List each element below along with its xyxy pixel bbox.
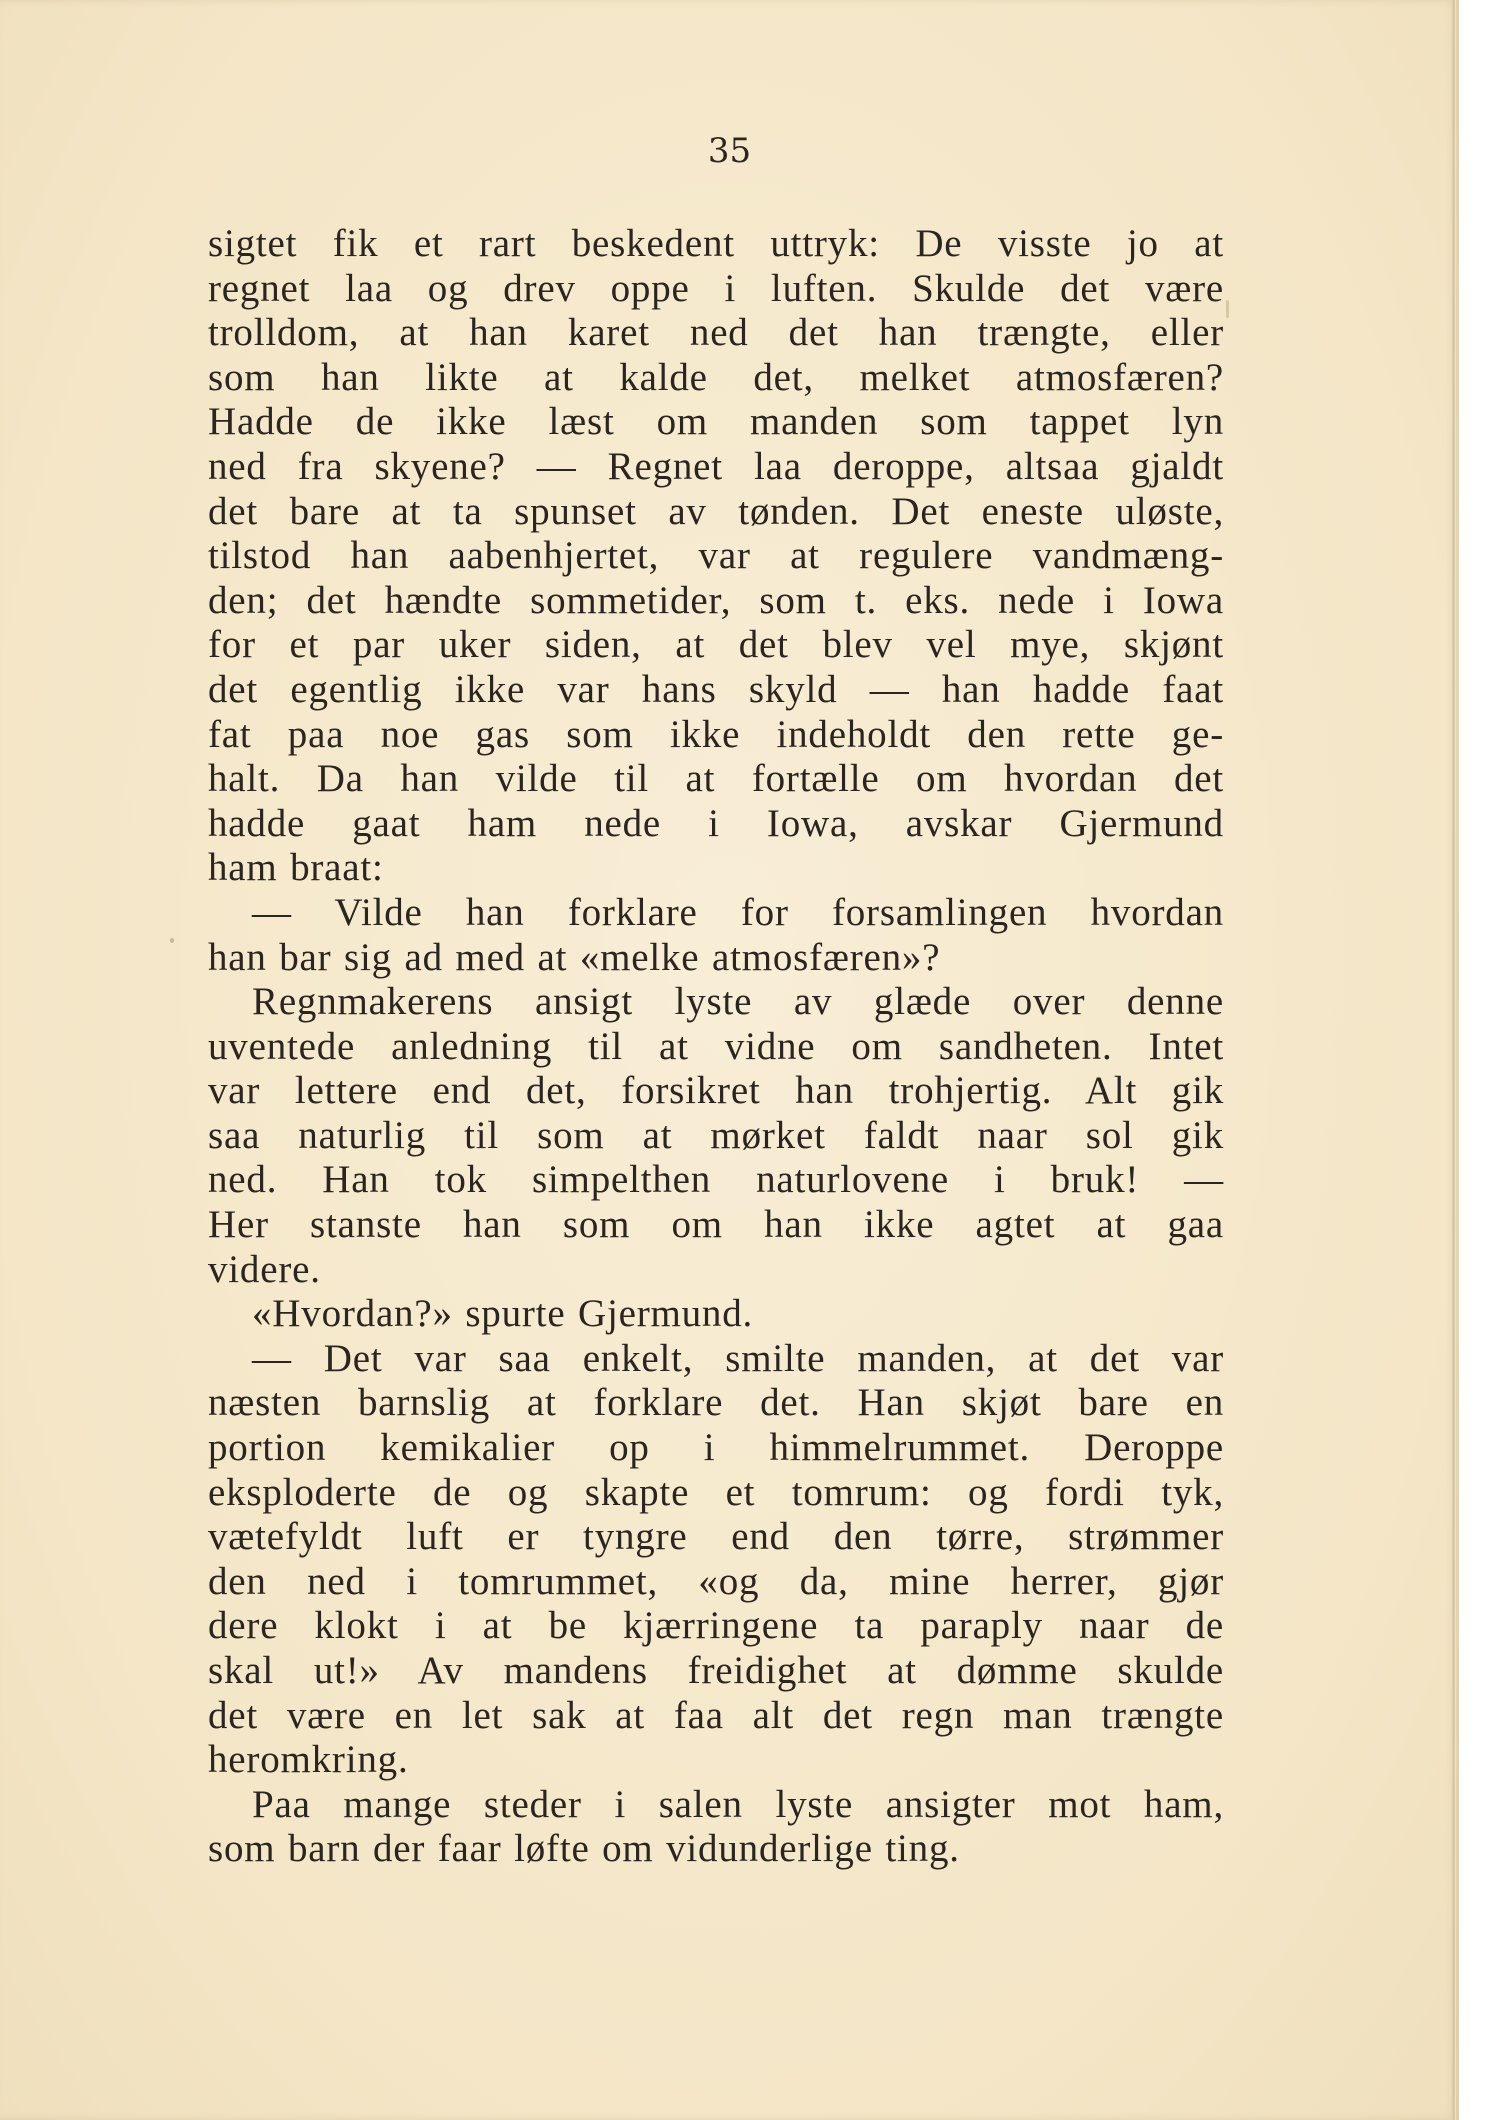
paper-speck — [1226, 300, 1229, 318]
text-line: Regnmakerens ansigt lyste av glæde over denne — [252, 980, 1224, 1024]
text-line: — Det var saa enkelt, smilte manden, at det var — [252, 1336, 1224, 1380]
text-line: hadde gaat ham nede i Iowa, avskar Gjermund — [208, 801, 1224, 845]
text-line: ned fra skyene? — Regnet laa deroppe, altsaa gjaldt — [208, 444, 1224, 488]
text-line: eksploderte de og skapte et tomrum: og fordi tyk, — [208, 1470, 1224, 1514]
text-line: det egentlig ikke var hans skyld — han hadde faat — [208, 667, 1224, 711]
text-line: den ned i tomrummet, «og da, mine herrer, gjør — [208, 1559, 1224, 1603]
text-line: var lettere end det, forsikret han trohjertig. Alt gik — [208, 1069, 1224, 1113]
text-line: Her stanste han som om han ikke agtet at gaa — [208, 1203, 1224, 1247]
text-line: for et par uker siden, at det blev vel mye, skjønt — [208, 623, 1224, 667]
text-line: som han likte at kalde det, melket atmosfæren? — [208, 355, 1224, 399]
text-line: regnet laa og drev oppe i luften. Skulde det være — [208, 266, 1224, 310]
text-line: halt. Da han vilde til at fortælle om hvordan det — [208, 757, 1224, 801]
text-line: videre. — [208, 1247, 321, 1291]
text-line: som barn der faar løfte om vidunderlige ting. — [208, 1827, 960, 1871]
text-line: det bare at ta spunset av tønden. Det eneste uløste, — [208, 489, 1224, 533]
text-line: heromkring. — [208, 1738, 409, 1782]
paper-speck — [170, 938, 174, 943]
text-line: uventede anledning til at vidne om sandheten. Intet — [208, 1024, 1224, 1068]
text-line: trolldom, at han karet ned det han trængte, eller — [208, 311, 1224, 355]
page-edge-shadow — [1452, 0, 1456, 2120]
text-line: saa naturlig til som at mørket faldt naar sol gik — [208, 1113, 1224, 1157]
page-number: 35 — [707, 131, 752, 171]
text-line: skal ut!» Av mandens freidighet at dømme skulde — [208, 1649, 1224, 1692]
text-line: portion kemikalier op i himmelrummet. Deroppe — [208, 1426, 1224, 1470]
text-line: Paa mange steder i salen lyste ansigter mot ham, — [252, 1782, 1224, 1826]
text-line: vætefyldt luft er tyngre end den tørre, strømmer — [208, 1515, 1224, 1559]
text-line: næsten barnslig at forklare det. Han skjøt bare en — [208, 1381, 1224, 1425]
text-line: — Vilde han forklare for forsamlingen hvordan — [252, 890, 1224, 934]
body-text — [208, 222, 1224, 1872]
text-line: «Hvordan?» spurte Gjermund. — [252, 1292, 754, 1336]
text-line: det være en let sak at faa alt det regn man trængte — [208, 1693, 1224, 1737]
text-line: han bar sig ad med at «melke atmosfæren»? — [208, 935, 941, 979]
text-line: tilstod han aabenhjertet, var at regulere vandmæng- — [208, 534, 1224, 578]
text-line: ned. Han tok simpelthen naturlovene i bruk! — — [208, 1158, 1224, 1202]
text-line: Hadde de ikke læst om manden som tappet lyn — [208, 400, 1224, 444]
text-line: den; det hændte sommetider, som t. eks. nede i Iowa — [208, 578, 1224, 622]
text-line: ham braat: — [208, 846, 384, 890]
text-line: sigtet fik et rart beskedent uttryk: De visste jo at — [208, 222, 1224, 265]
text-line: dere klokt i at be kjærringene ta paraply naar de — [208, 1604, 1224, 1648]
text-line: fat paa noe gas som ikke indeholdt den rette ge- — [208, 712, 1224, 756]
